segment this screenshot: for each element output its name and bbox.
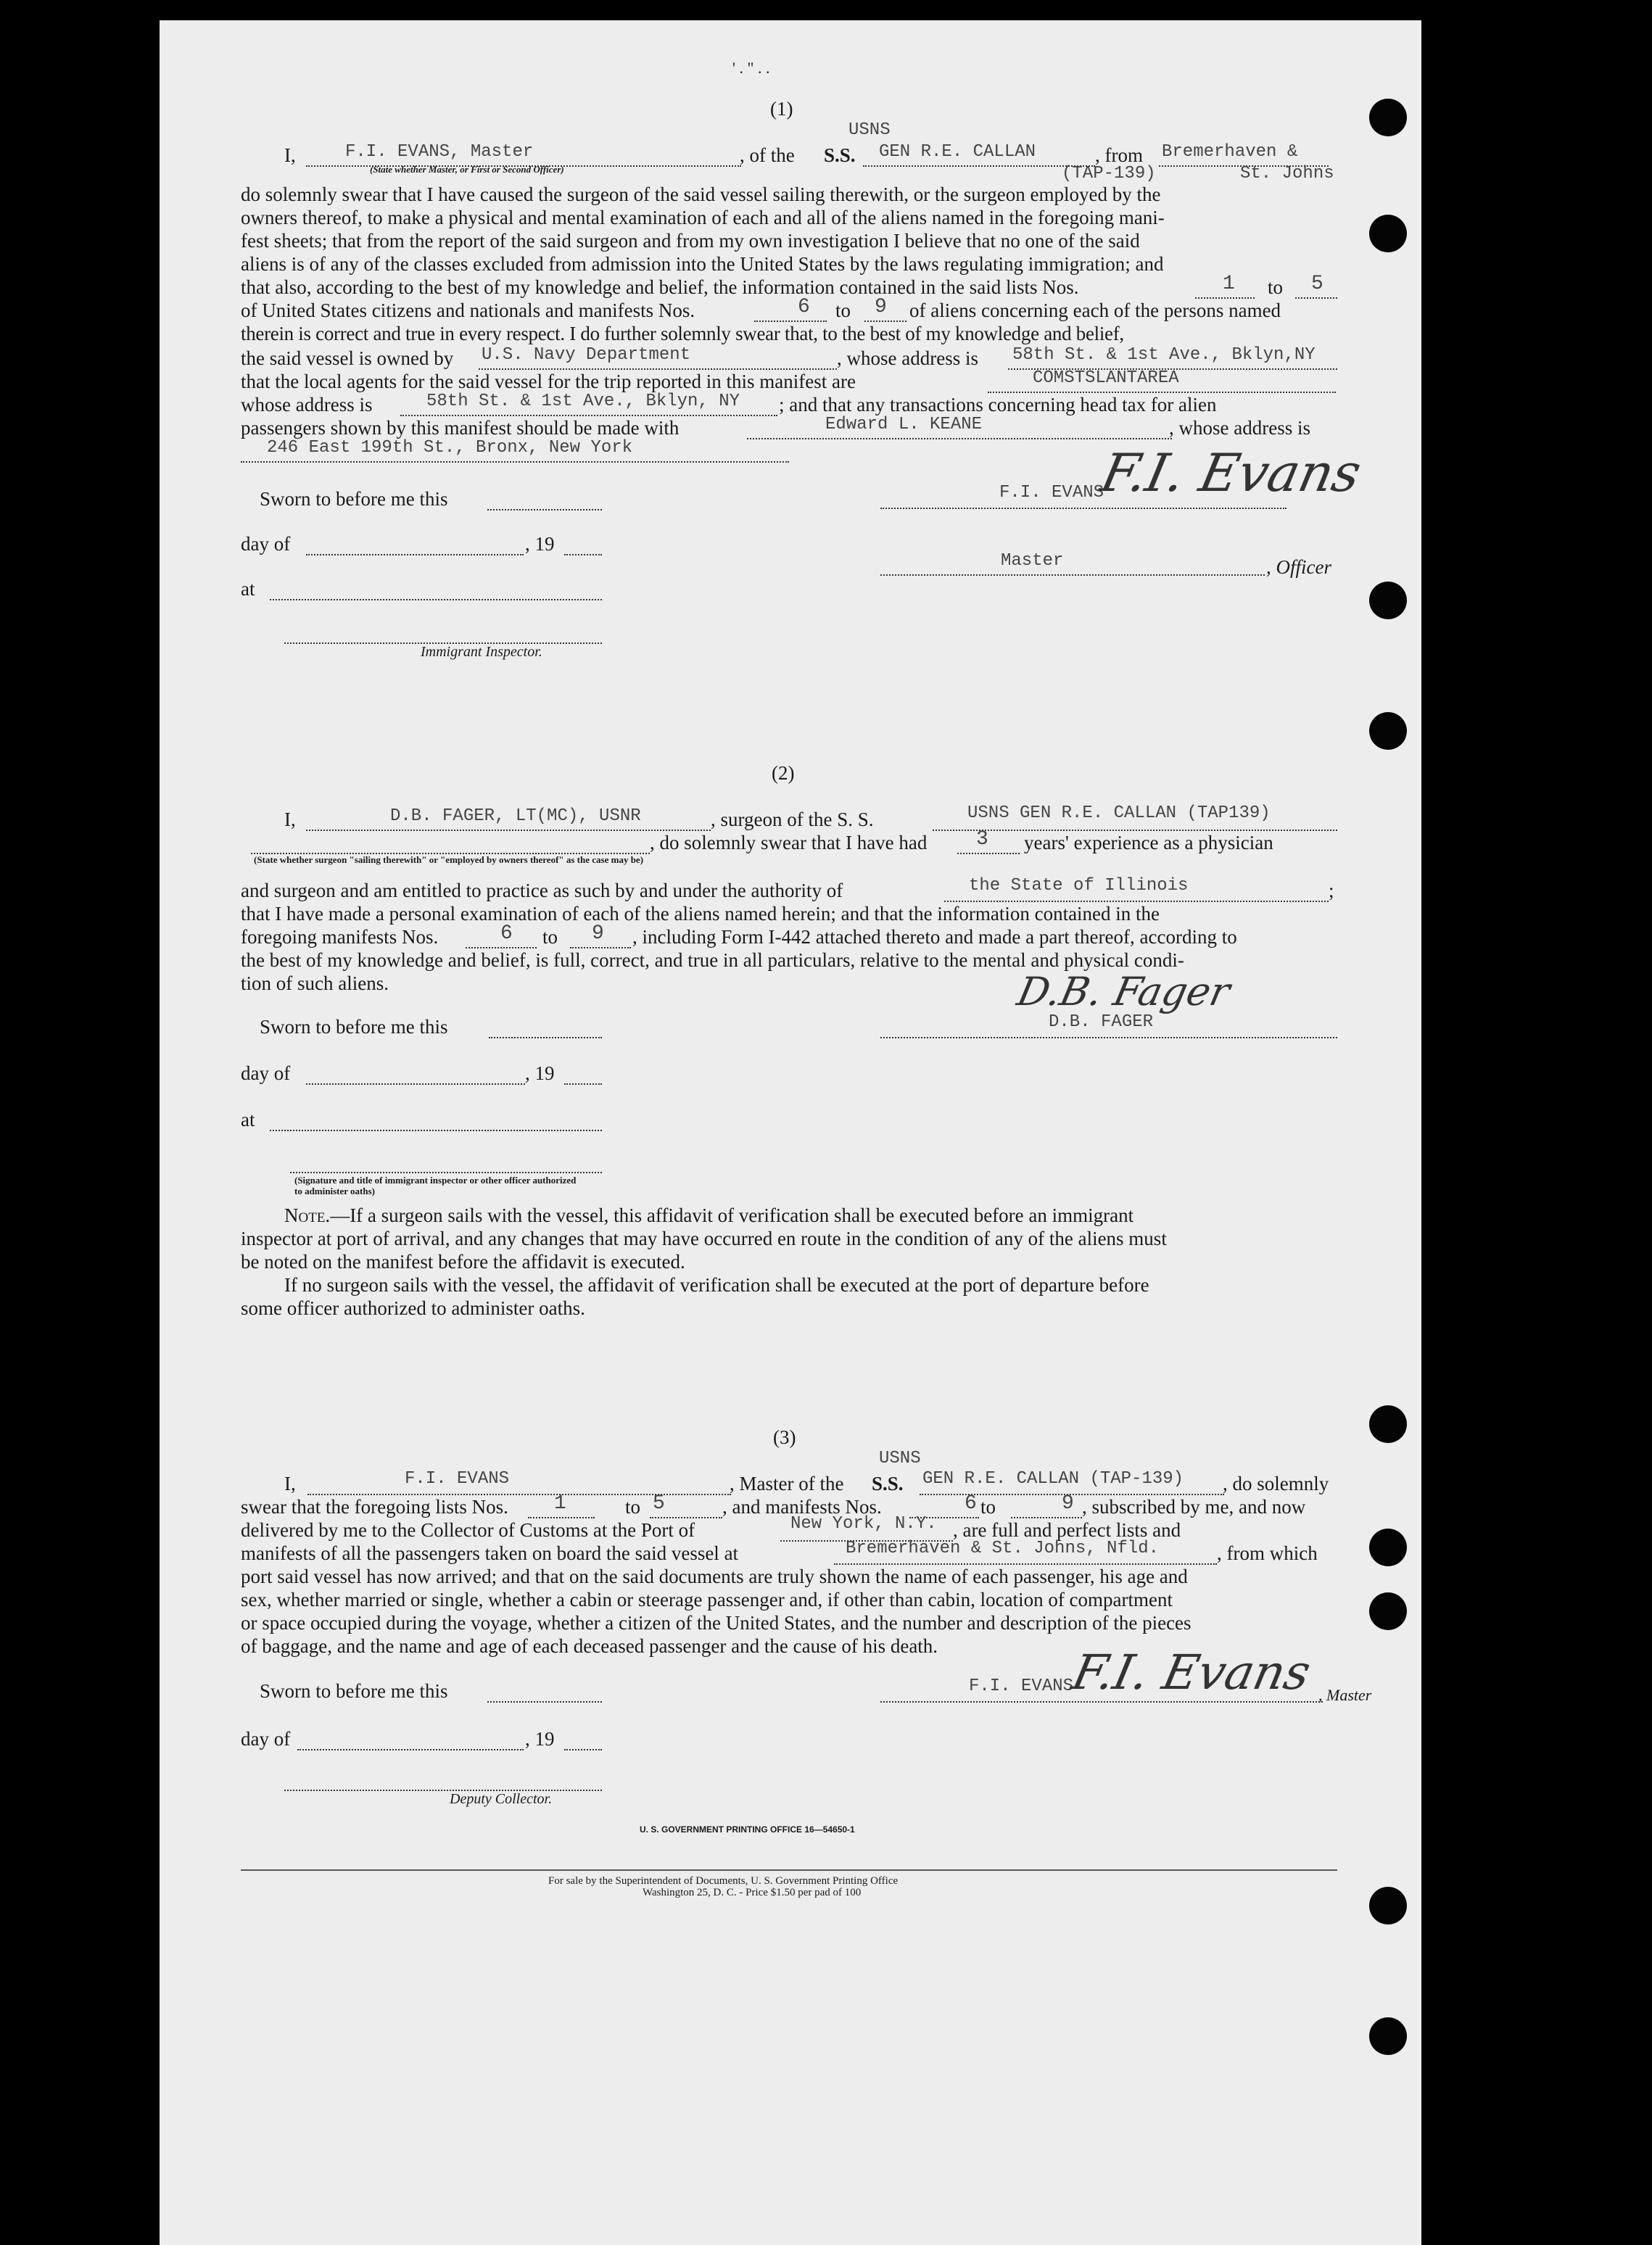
s2-signer-typed: D.B. FAGER [1049, 1012, 1154, 1032]
s3-deputy-blank [284, 1771, 602, 1791]
s1-man-to-word: to [835, 299, 851, 321]
s1-whose-address: , whose address is [837, 347, 978, 369]
s2-sworn: Sworn to before me this [260, 1016, 448, 1038]
s3-master-word: , Master [1318, 1686, 1372, 1704]
s2-including: , including Form I-442 attached thereto and made a part thereof, according to [632, 926, 1237, 948]
s3-solemnly: , do solemnly [1223, 1473, 1329, 1494]
s1-body-line: fest sheets; that from the report of the said surgeon and from my own investigation I believe that no one of the said [241, 230, 1140, 252]
s1-rank-blank [880, 555, 1265, 576]
s3-signer-typed: F.I. EVANS [969, 1676, 1074, 1696]
s1-year: , 19 [525, 533, 555, 555]
section-3-number: (3) [773, 1426, 796, 1448]
s3-from-which: , from which [1217, 1542, 1318, 1564]
gpo-imprint: U. S. GOVERNMENT PRINTING OFFICE 16—54650-1 [640, 1824, 855, 1835]
s1-vessel-code: (TAP-139) [1062, 164, 1156, 183]
s3-ss-label: S.S. [872, 1473, 904, 1494]
s3-deputy-caption: Deputy Collector. [450, 1791, 553, 1807]
s2-man-from: 6 [500, 922, 513, 945]
s3-full-perfect: , are full and perfect lists and [953, 1519, 1181, 1541]
s3-body-line: of baggage, and the name and age of each deceased passenger and the cause of his death. [241, 1635, 938, 1657]
s3-ss-typed: USNS [879, 1449, 921, 1468]
s1-to: to [1268, 276, 1284, 298]
punch-hole [1369, 1592, 1407, 1630]
s1-whose-address-2: whose address is [241, 394, 373, 415]
s2-man-to: 9 [592, 922, 604, 945]
s3-subscribed: , subscribed by me, and now [1082, 1496, 1306, 1518]
s1-signature: F.I. Evans [1096, 442, 1367, 503]
s1-of-the: , of the [740, 144, 795, 166]
s1-body-line: do solemnly swear that I have caused the surgeon of the said vessel sailing therewith, or the surgeon employed by the [241, 183, 1161, 205]
s2-official-caption: (Signature and title of immigrant inspector or other officer authorized to administer oaths) [294, 1175, 577, 1196]
s3-i: I, [284, 1473, 296, 1494]
s2-day-blank [306, 1064, 525, 1085]
s2-surgeon-of: , surgeon of the S. S. [711, 809, 874, 830]
s1-body-line: aliens is of any of the classes excluded from admission into the United States by the laws regulating immigration; and [241, 253, 1164, 275]
s3-master-of: , Master of the [730, 1473, 844, 1494]
s1-at: at [241, 578, 255, 600]
s1-man-to: 9 [875, 296, 887, 318]
s3-body [241, 1565, 1337, 1658]
s1-year-blank [564, 535, 602, 555]
s3-master-name: F.I. EVANS [405, 1469, 510, 1489]
s3-man-to: 9 [1062, 1492, 1074, 1515]
s1-whose-address-3: , whose address is [1169, 417, 1310, 439]
s1-lists-line: that also, according to the best of my knowledge and belief, the information contained in the said lists Nos. [241, 276, 1079, 298]
s1-officer: , Officer [1266, 556, 1331, 578]
s1-citizens-line: of United States citizens and nationals and manifests Nos. [241, 299, 695, 321]
s1-signer-typed: F.I. EVANS [999, 483, 1104, 503]
s3-day-blank [297, 1730, 524, 1750]
s3-delivered: delivered by me to the Collector of Customs at the Port of [241, 1519, 695, 1541]
s3-man-to-word: to [980, 1496, 996, 1518]
punch-hole [1369, 99, 1407, 136]
s2-years: 3 [976, 828, 988, 851]
s3-manifests-line: manifests of all the passengers taken on board the said vessel at [241, 1542, 739, 1564]
s2-year: , 19 [525, 1062, 555, 1084]
s1-port-from2: St. Johns [1240, 164, 1334, 183]
s2-note2-line: If no surgeon sails with the vessel, the affidavit of verification shall be executed at the port of departure before [284, 1274, 1149, 1296]
s2-authority-end: ; [1329, 880, 1334, 901]
s1-owned-by: the said vessel is owned by [241, 347, 454, 369]
s2-note [241, 1204, 1337, 1320]
top-marks: ' . " . . [732, 59, 770, 77]
s1-owner: U.S. Navy Department [482, 345, 691, 365]
punch-hole [1369, 1887, 1407, 1924]
s3-man-from: 6 [965, 1492, 977, 1515]
s1-rank-typed: Master [1001, 551, 1064, 571]
s1-body [241, 183, 1337, 276]
s2-surgeon-name: D.B. FAGER, LT(MC), USNR [390, 806, 641, 826]
sale-line-1: For sale by the Superintendent of Documents, U. S. Government Printing Office [548, 1875, 899, 1887]
s1-inspector-blank [284, 624, 602, 644]
s1-vessel: GEN R.E. CALLAN [879, 142, 1036, 162]
s2-authority-line: and surgeon and am entitled to practice as such by and under the authority of [241, 880, 843, 901]
s3-lists-to: 5 [653, 1492, 665, 1515]
s3-to: to [625, 1496, 641, 1518]
s1-passengers-line: passengers shown by this manifest should be made with [241, 417, 680, 439]
s2-foregoing: foregoing manifests Nos. [241, 926, 439, 948]
s1-inspector-caption: Immigrant Inspector. [421, 644, 542, 660]
s2-year-blank [564, 1064, 602, 1085]
s1-port-from: Bremerhaven & [1162, 142, 1298, 162]
s1-body-line: owners thereof, to make a physical and mental examination of each and all of the aliens named in the foregoing mani- [241, 207, 1165, 228]
s3-body-line: or space occupied during the voyage, whether a citizen of the United States, and the number and description of the pieces [241, 1612, 1191, 1634]
s1-day-blank [306, 535, 524, 555]
punch-hole [1369, 2017, 1407, 2055]
punch-hole [1369, 582, 1407, 619]
section-1-number: (1) [770, 98, 793, 120]
s1-correct-line: therein is correct and true in every respect. I do further solemnly swear that, to the best of my knowledge and belief, [241, 323, 1124, 344]
s2-official-blank [290, 1153, 602, 1173]
s2-body-line: the best of my knowledge and belief, is full, correct, and true in all particulars, relative to the mental and physical condi- [241, 949, 1184, 971]
s2-body-line: that I have made a personal examination of each of the aliens named herein; and that the information contained in the [241, 903, 1160, 925]
s2-to: to [542, 926, 558, 948]
sale-line-2: Washington 25, D. C. - Price $1.50 per pad of 100 [643, 1887, 862, 1898]
s1-citizens-end: of aliens concerning each of the persons named [909, 299, 1281, 321]
s1-agent-address: 58th St. & 1st Ave., Bklyn, NY [426, 392, 740, 411]
s1-agents: COMSTSLANTAREA [1033, 368, 1179, 388]
s3-swear-lists: swear that the foregoing lists Nos. [241, 1496, 508, 1518]
s2-surgeon-caption: (State whether surgeon "sailing therewith" or "employed by owners thereof" as the case may be) [254, 854, 644, 865]
s2-surgeon-blank-2 [251, 834, 650, 854]
s3-signature: F.I. Evans [1067, 1645, 1316, 1700]
s2-authority: the State of Illinois [969, 876, 1189, 896]
s2-do-swear: , do solemnly swear that I have had [650, 832, 928, 853]
s3-year-blank [564, 1730, 602, 1750]
s1-lists-from: 1 [1223, 273, 1235, 295]
s3-sworn: Sworn to before me this [260, 1680, 448, 1702]
s3-lists-from: 1 [554, 1492, 566, 1515]
punch-hole [1369, 1529, 1407, 1566]
section-2-number: (2) [772, 762, 795, 784]
s2-years-blank [957, 834, 1020, 854]
s3-and-manifests: , and manifests Nos. [722, 1496, 882, 1518]
s1-lists-to: 5 [1311, 273, 1323, 295]
s2-sworn-blank [489, 1018, 602, 1038]
s1-sworn: Sworn to before me this [260, 488, 448, 510]
s3-port-from: Bremerhaven & St. Johns, Nfld. [846, 1539, 1160, 1558]
punch-hole [1369, 215, 1407, 252]
s3-body-line: port said vessel has now arrived; and that on the said documents are truly shown the name of each passenger, his age and [241, 1566, 1188, 1587]
s2-signature: D.B. Fager [1013, 969, 1234, 1014]
s3-body-line: sex, whether married or single, whether a cabin or steerage passenger and, if other than cabin, location of compartment [241, 1589, 1173, 1611]
s1-i: I, [284, 144, 296, 166]
s3-vessel: GEN R.E. CALLAN (TAP-139) [922, 1469, 1184, 1489]
s2-years-text: years' experience as a physician [1024, 832, 1273, 853]
footer-rule [241, 1869, 1337, 1871]
s1-ss-label: S.S. [824, 144, 856, 166]
s1-from: , from [1095, 144, 1143, 166]
s2-note-line: inspector at port of arrival, and any changes that may have occurred en route in the condition of any of the aliens must [241, 1228, 1167, 1249]
s2-note-line: be noted on the manifest before the affidavit is executed. [241, 1251, 685, 1273]
s1-sworn-blank [487, 490, 602, 510]
s1-ss-typed: USNS [848, 120, 891, 140]
s1-tax-person: Edward L. KEANE [825, 415, 983, 434]
s3-sworn-blank [487, 1682, 602, 1703]
s1-head-tax: ; and that any transactions concerning head tax for alien [779, 394, 1217, 415]
s2-i: I, [284, 809, 296, 830]
s3-day-of: day of [241, 1728, 291, 1750]
punch-hole [1369, 1405, 1407, 1443]
s2-note-label: Note. [284, 1204, 331, 1226]
s1-man-from-blank [754, 302, 827, 322]
s2-at: at [241, 1109, 255, 1130]
s2-at-blank [270, 1111, 602, 1131]
s2-body [241, 902, 1337, 925]
punch-hole [1369, 712, 1407, 750]
s3-year: , 19 [525, 1728, 555, 1750]
s1-owner-address: 58th St. & 1st Ave., Bklyn,NY [1012, 345, 1316, 365]
s1-master-name: F.I. EVANS, Master [345, 142, 534, 162]
s3-master-blank [307, 1475, 731, 1495]
s1-man-from: 6 [798, 296, 810, 318]
s1-tax-address: 246 East 199th St., Bronx, New York [267, 438, 633, 458]
s3-port: New York, N.Y. [790, 1514, 937, 1534]
s2-body-line: tion of such aliens. [241, 972, 389, 994]
s1-at-blank [270, 580, 602, 600]
s2-note-line: —If a surgeon sails with the vessel, this affidavit of verification shall be executed before an immigrant [330, 1204, 1134, 1226]
s1-master-caption: (State whether Master, or First or Second Officer) [370, 164, 564, 175]
s1-day-of: day of [241, 533, 291, 555]
s2-note2-line: some officer authorized to administer oaths. [241, 1297, 585, 1319]
s1-local-agents: that the local agents for the said vessel for the trip reported in this manifest are [241, 371, 856, 392]
s2-vessel: USNS GEN R.E. CALLAN (TAP139) [967, 803, 1271, 823]
s2-note-first [241, 1204, 1337, 1227]
s2-day-of: day of [241, 1062, 291, 1084]
